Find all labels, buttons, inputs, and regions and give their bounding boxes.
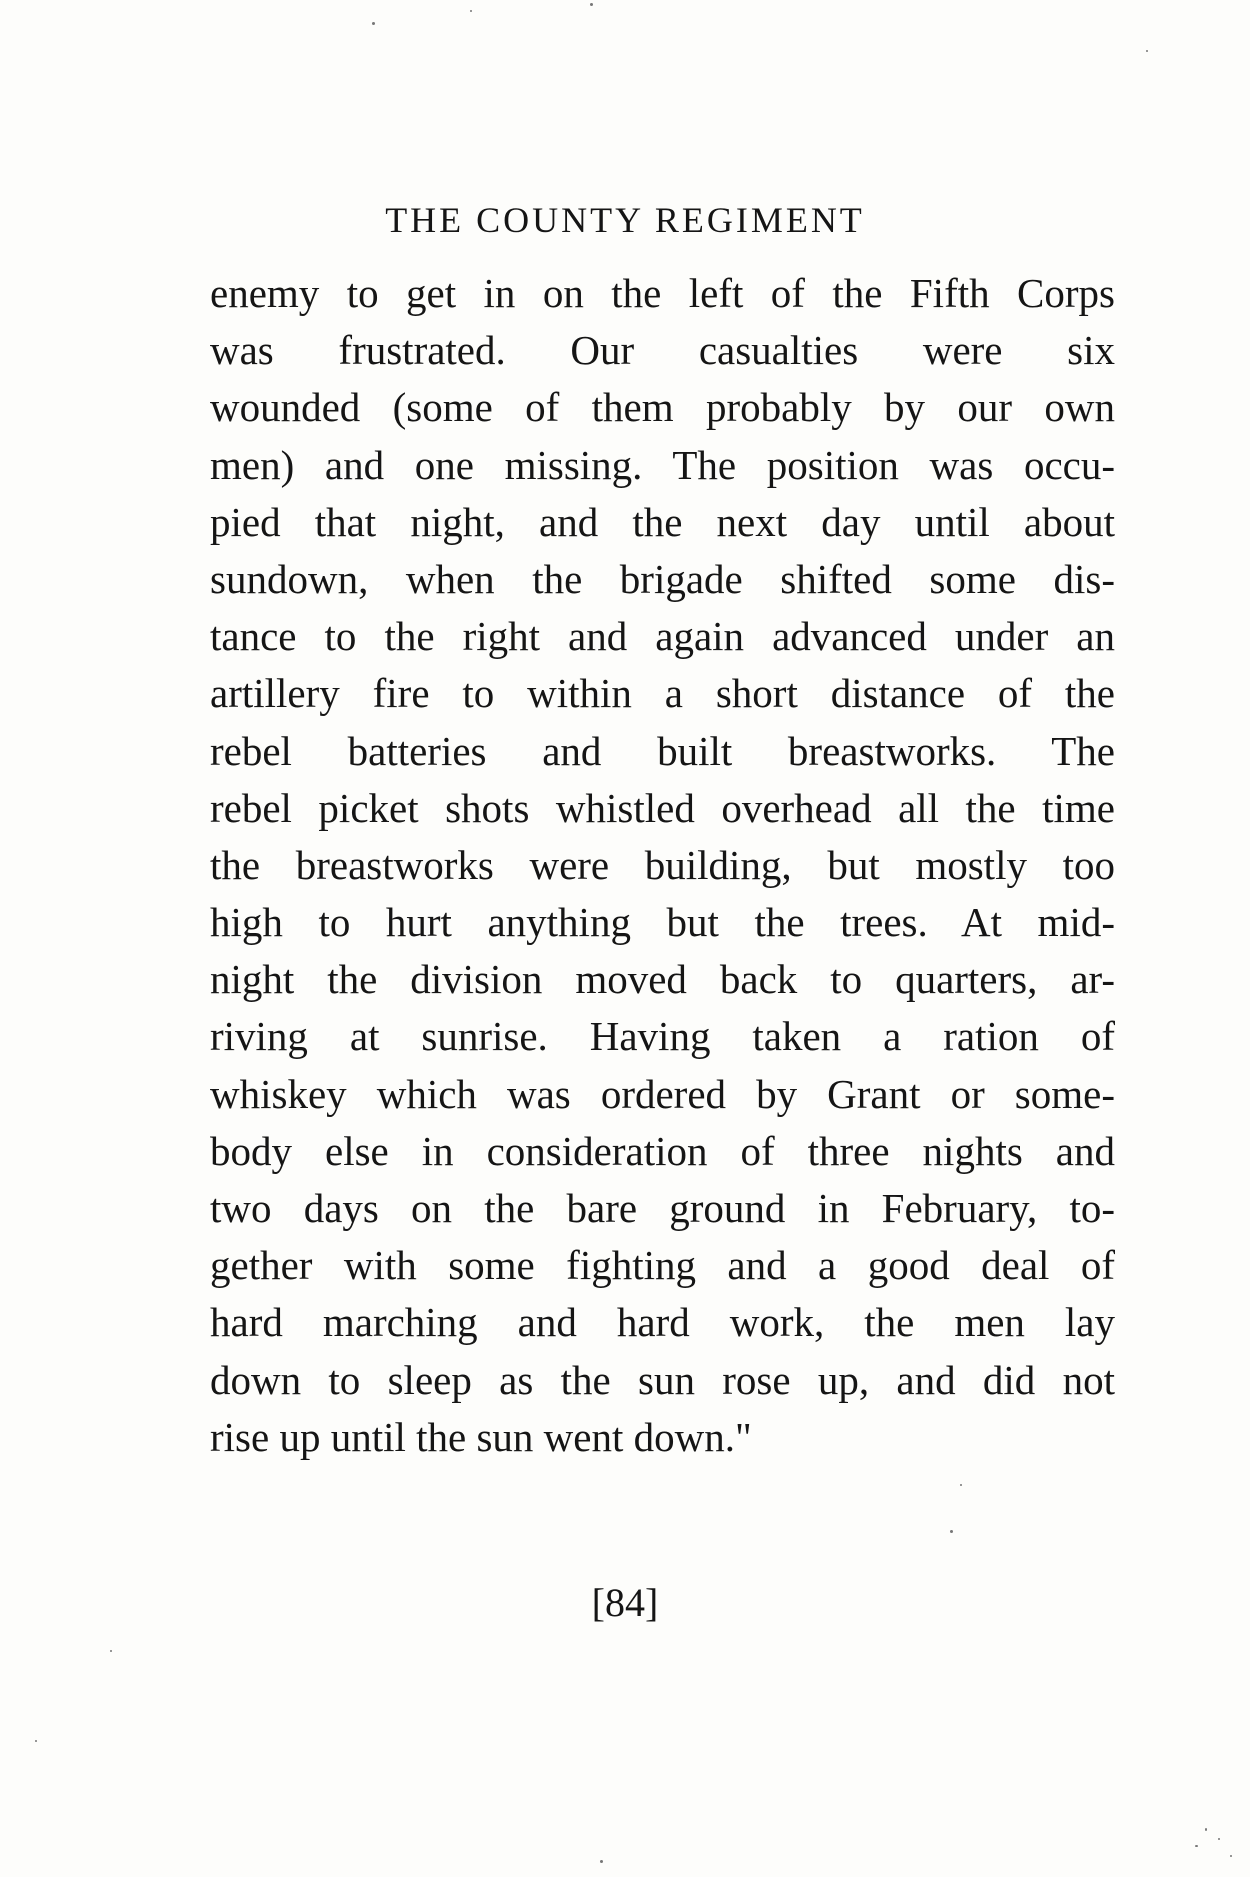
text-line: rebel picket shots whistled overhead all the time: [210, 784, 1115, 831]
text-line: sundown, when the brigade shifted some dis-: [210, 555, 1115, 602]
text-line: gether with some fighting and a good deal of: [210, 1242, 1115, 1289]
scan-speck: [470, 10, 472, 12]
running-head: THE COUNTY REGIMENT: [385, 200, 865, 240]
text-line: artillery fire to within a short distance of the: [210, 670, 1115, 717]
scan-speck: [1195, 1845, 1198, 1847]
text-line: enemy to get in on the left of the Fifth Corps: [210, 270, 1115, 316]
text-line: down to sleep as the sun rose up, and did not: [210, 1356, 1115, 1403]
text-line: the breastworks were building, but mostly too: [210, 841, 1115, 888]
text-line: rebel batteries and built breastworks. The: [210, 727, 1115, 774]
scan-speck: [1218, 1838, 1220, 1840]
text-line: men) and one missing. The position was occu-: [210, 441, 1115, 488]
text-line: rise up until the sun went down.": [210, 1413, 752, 1460]
scan-speck: [1205, 1828, 1207, 1831]
text-line: tance to the right and again advanced under an: [210, 613, 1115, 660]
text-line: wounded (some of them probably by our own: [210, 384, 1115, 431]
scan-speck: [110, 1650, 112, 1652]
body-text: [210, 265, 1115, 1466]
text-line: was frustrated. Our casualties were six: [210, 327, 1115, 374]
text-line: whiskey which was ordered by Grant or some-: [210, 1070, 1115, 1117]
text-line: night the division moved back to quarters, ar-: [210, 956, 1115, 1003]
text-line: hard marching and hard work, the men lay: [210, 1299, 1115, 1346]
scan-speck: [960, 1484, 962, 1486]
scan-speck: [372, 22, 375, 25]
scan-speck: [590, 3, 593, 6]
scan-speck: [1146, 50, 1148, 52]
scan-speck: [600, 1860, 603, 1863]
text-line: pied that night, and the next day until about: [210, 498, 1115, 545]
text-line: body else in consideration of three nights and: [210, 1127, 1115, 1174]
text-line: riving at sunrise. Having taken a ration of: [210, 1013, 1115, 1060]
text-line: two days on the bare ground in February, to-: [210, 1185, 1115, 1231]
scan-speck: [35, 1740, 37, 1742]
scan-speck: [1230, 1855, 1232, 1857]
text-line: high to hurt anything but the trees. At mid-: [210, 899, 1115, 946]
page-number: [84]: [591, 1580, 659, 1625]
scan-speck: [950, 1530, 953, 1533]
